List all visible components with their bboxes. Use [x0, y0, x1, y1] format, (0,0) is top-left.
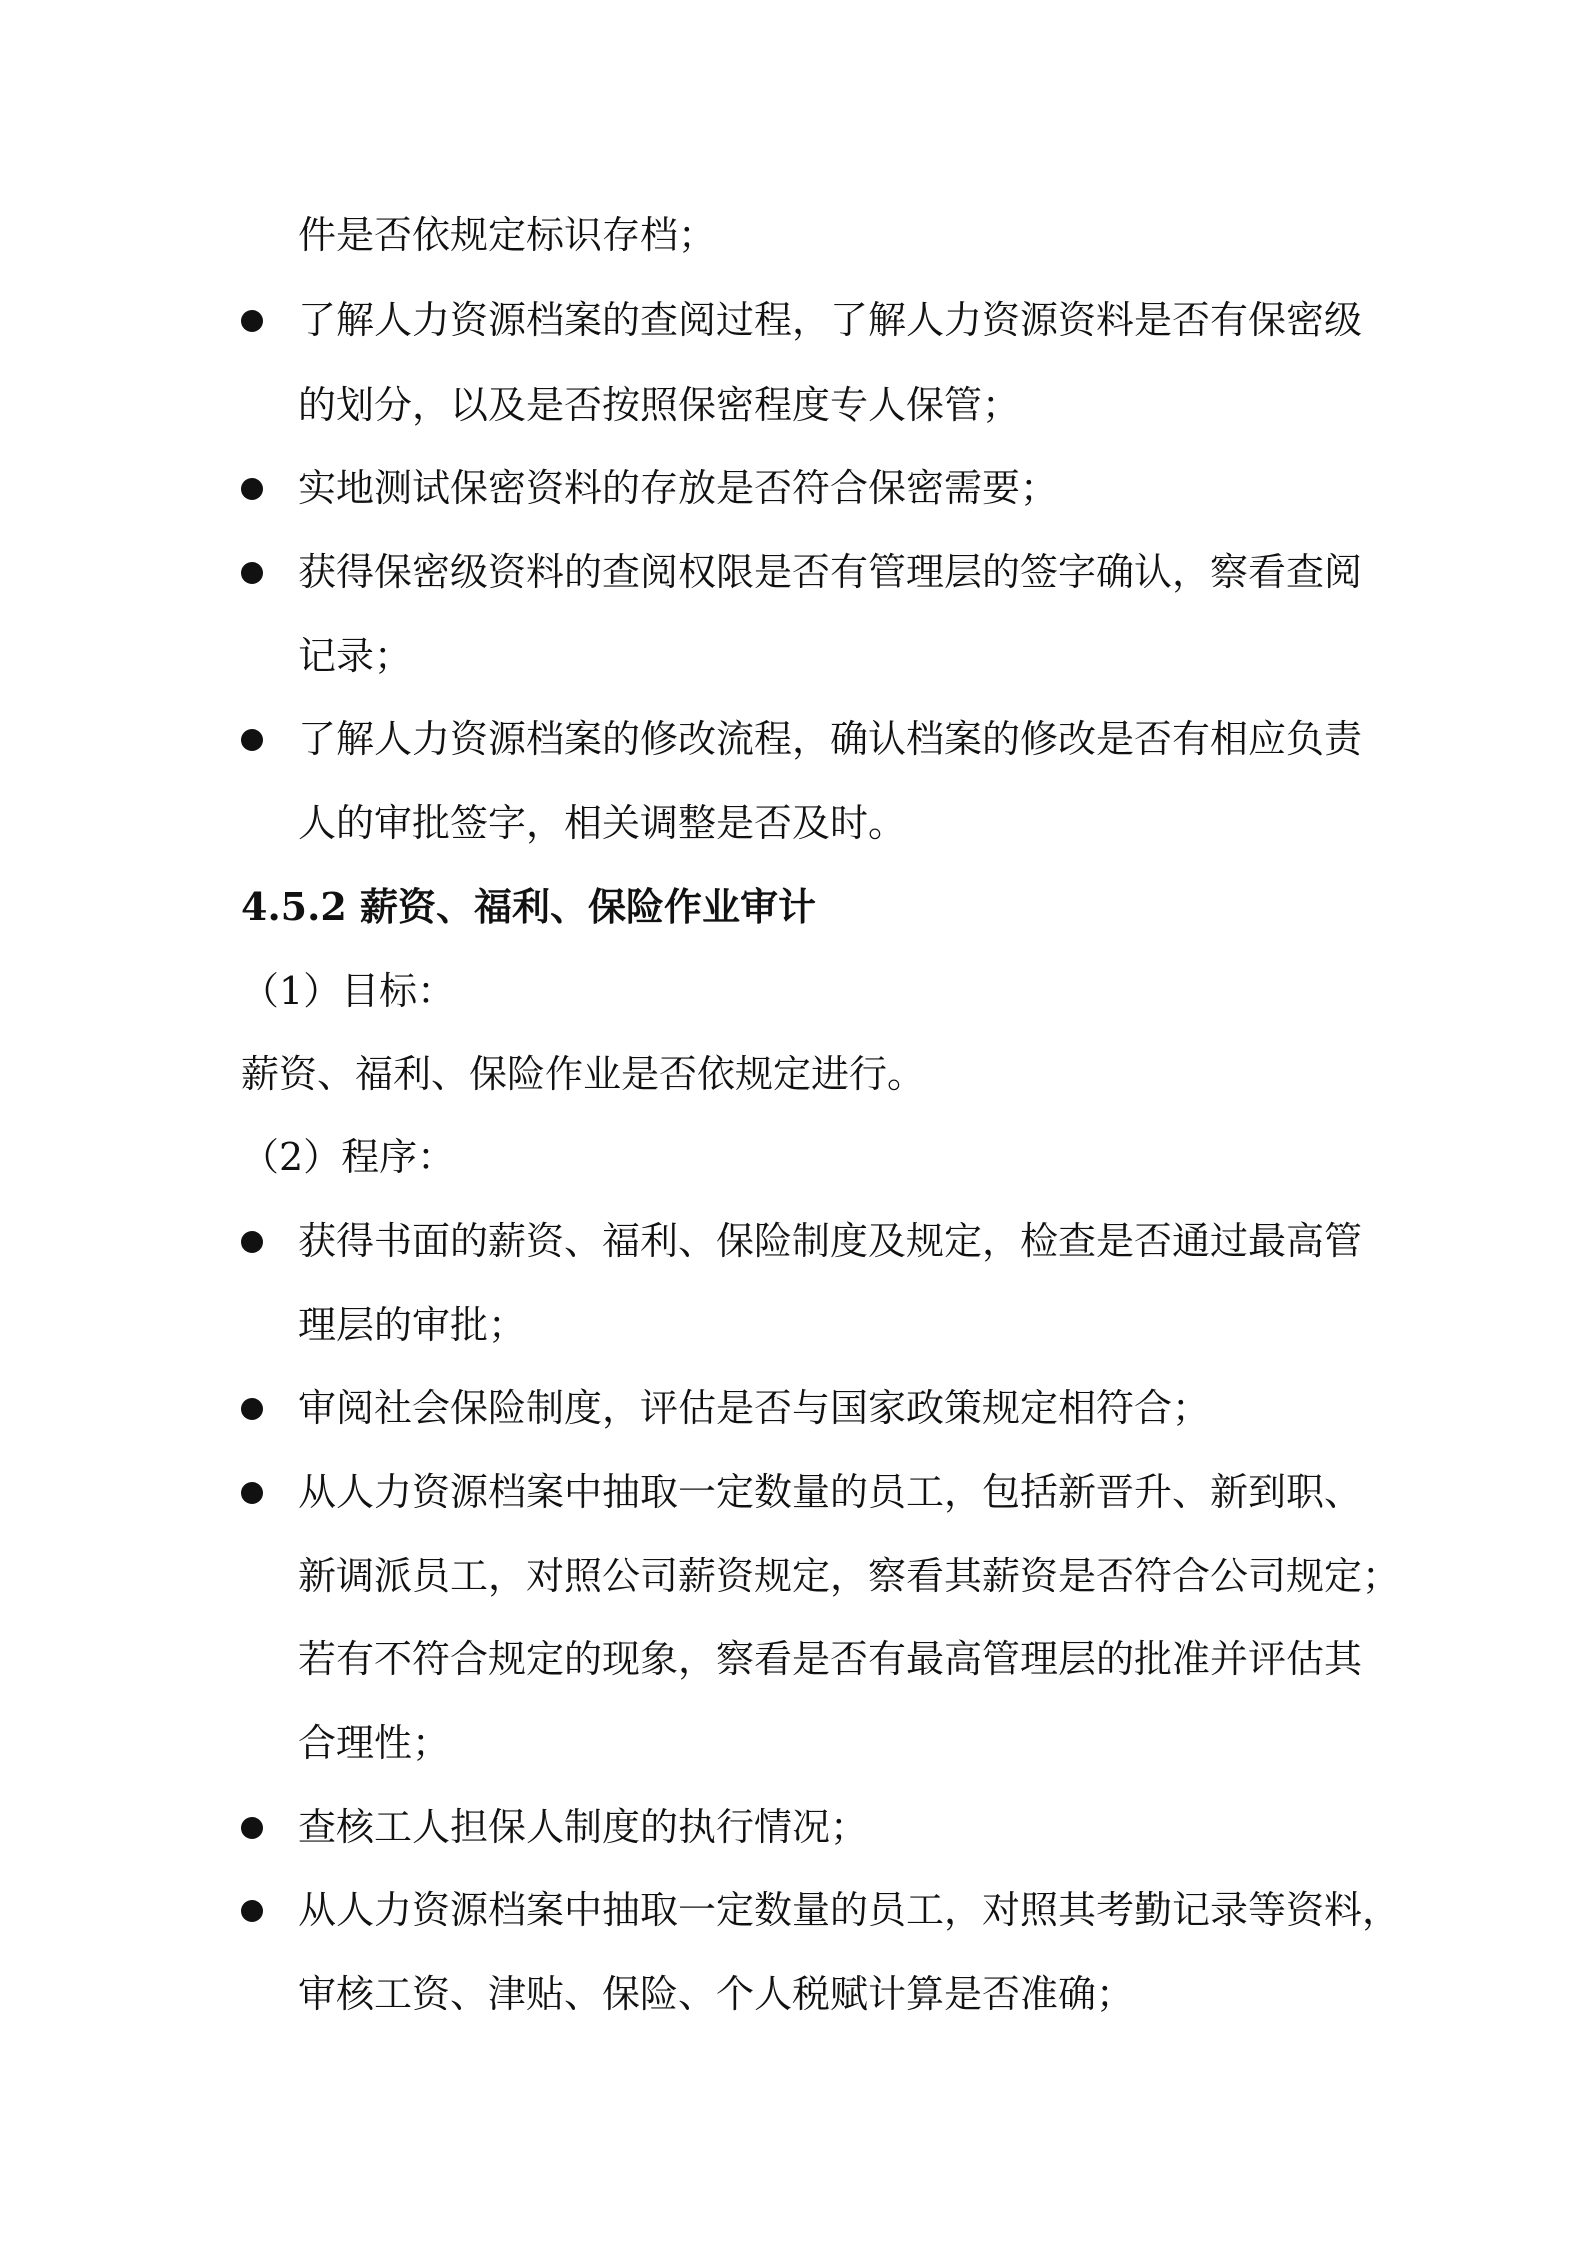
bullet-icon	[241, 562, 263, 584]
bullet-text-line: 审阅社会保险制度，评估是否与国家政策规定相符合；	[298, 1386, 1211, 1430]
paragraph-text: 薪资、福利、保险作业是否依规定进行。	[241, 1052, 926, 1096]
text-line-continuation: 记录；	[298, 634, 413, 678]
section-heading: 4.5.2 薪资、福利、保险作业审计	[241, 884, 817, 929]
bullet-icon	[241, 1482, 263, 1504]
bullet-text-line: 获得书面的薪资、福利、保险制度及规定，检查是否通过最高管	[298, 1219, 1363, 1263]
bullet-icon	[241, 478, 263, 500]
bullet-text-line: 从人力资源档案中抽取一定数量的员工，包括新晋升、新到职、	[298, 1470, 1363, 1514]
text-line-continuation: 的划分，以及是否按照保密程度专人保管；	[298, 383, 1021, 427]
text-line-continuation: 合理性；	[298, 1721, 451, 1765]
bullet-text-line: 查核工人担保人制度的执行情况；	[298, 1805, 869, 1849]
bullet-icon	[241, 310, 263, 332]
text-line-continuation: 理层的审批；	[298, 1303, 527, 1347]
bullet-icon	[241, 1817, 263, 1839]
bullet-text-line: 了解人力资源档案的修改流程，确认档案的修改是否有相应负责	[298, 717, 1363, 761]
bullet-icon	[241, 729, 263, 751]
text-line-continuation: 若有不符合规定的现象，察看是否有最高管理层的批准并评估其	[298, 1637, 1363, 1681]
bullet-icon	[241, 1231, 263, 1253]
text-line-continuation: 件是否依规定标识存档；	[298, 213, 717, 257]
bullet-text-line: 了解人力资源档案的查阅过程，了解人力资源资料是否有保密级	[298, 298, 1363, 342]
subsection-label: （2）程序：	[241, 1135, 456, 1179]
bullet-icon	[241, 1900, 263, 1922]
bullet-text-line: 实地测试保密资料的存放是否符合保密需要；	[298, 466, 1059, 510]
text-line-continuation: 人的审批签字，相关调整是否及时。	[298, 801, 907, 845]
subsection-label: （1）目标：	[241, 969, 456, 1013]
bullet-text-line: 获得保密级资料的查阅权限是否有管理层的签字确认，察看查阅	[298, 550, 1363, 594]
bullet-icon	[241, 1398, 263, 1420]
text-line-continuation: 新调派员工，对照公司薪资规定，察看其薪资是否符合公司规定；	[298, 1554, 1401, 1598]
text-line-continuation: 审核工资、津贴、保险、个人税赋计算是否准确；	[298, 1972, 1135, 2016]
bullet-text-line: 从人力资源档案中抽取一定数量的员工，对照其考勤记录等资料，	[298, 1888, 1401, 1932]
